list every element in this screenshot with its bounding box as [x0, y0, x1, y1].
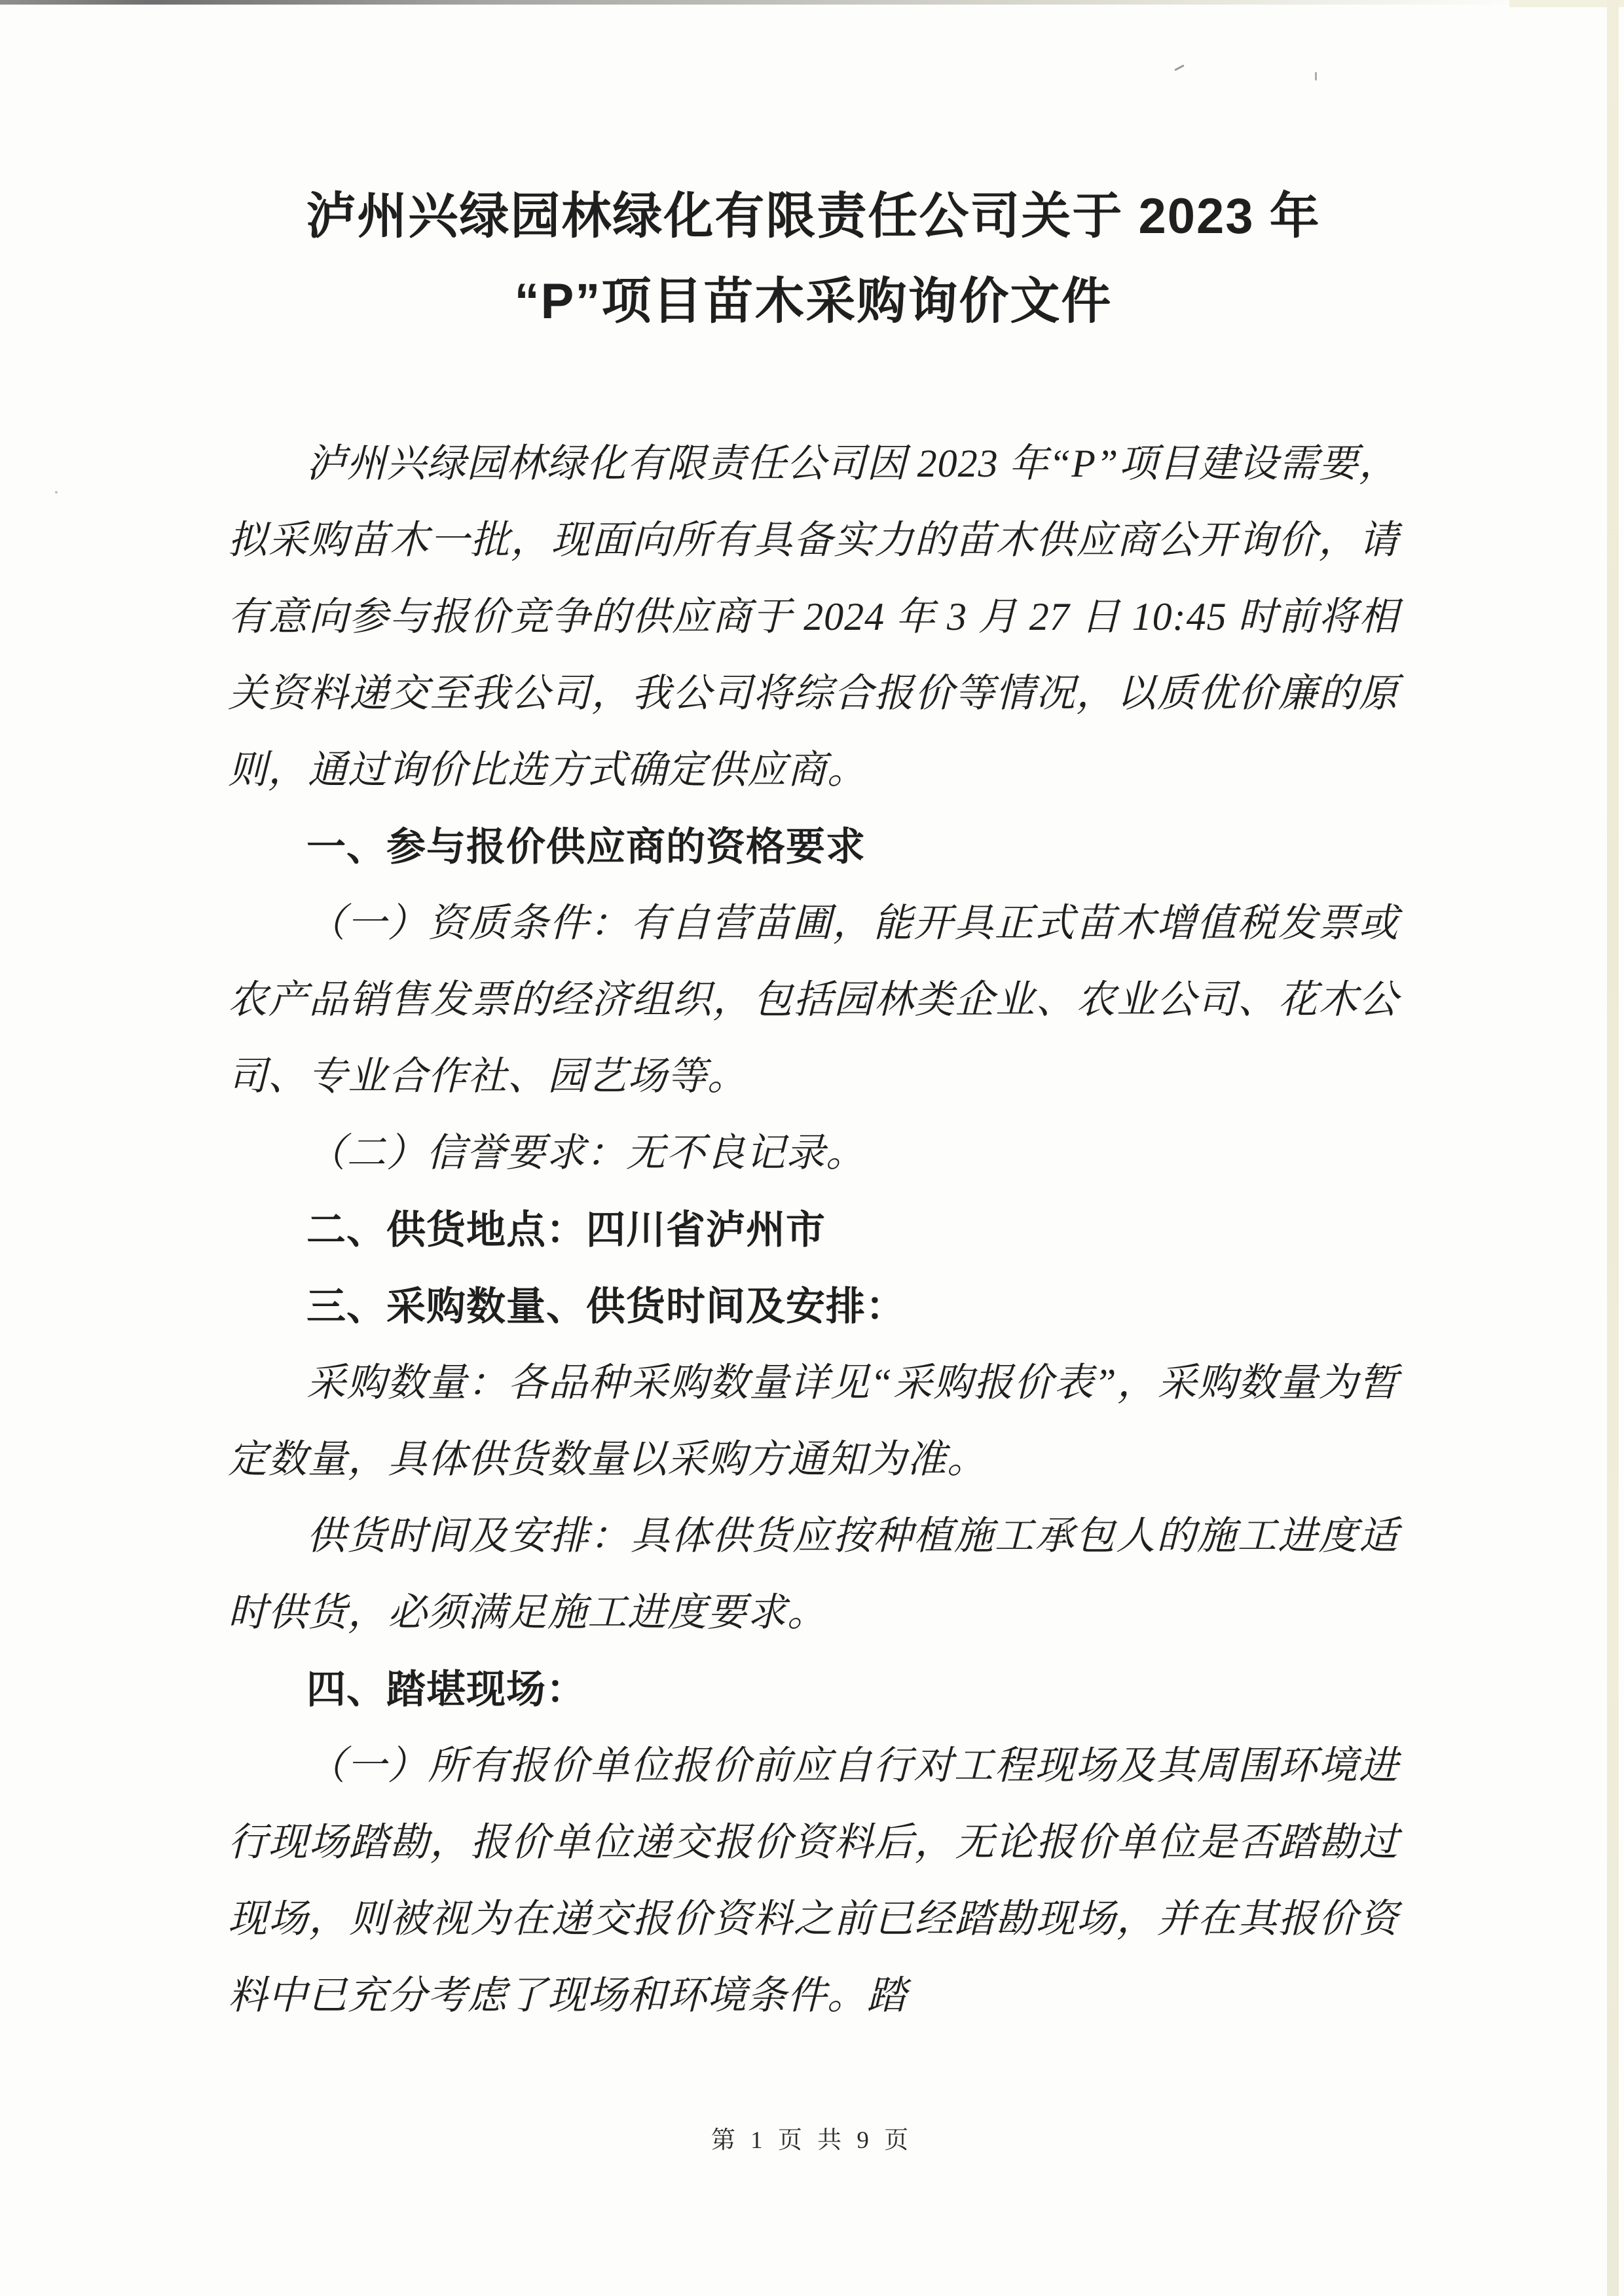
- paragraph-site-survey: （一）所有报价单位报价前应自行对工程现场及其周围环境进行现场踏勘，报价单位递交报价资料后，无论报价单位是否踏勘过现场，则被视为在递交报价资料之前已经踏勘现场，并在其报价资料中已充分考虑了现场和环境条件。踏: [228, 1744, 1399, 2017]
- scan-speck: [55, 491, 58, 494]
- heading-supplier-qualification: 一、参与报价供应商的资格要求: [306, 825, 866, 869]
- scan-stripe-artifact: [1607, 0, 1619, 2296]
- document-body: [228, 174, 1399, 2034]
- paragraph-credit-requirement: （二）信誉要求：无不良记录。: [306, 1131, 866, 1175]
- scan-edge-artifact: [0, 0, 1526, 5]
- heading-delivery-location: 二、供货地点：四川省泸州市: [306, 1208, 826, 1252]
- heading-site-survey: 四、踏堪现场：: [306, 1667, 586, 1711]
- paragraph-delivery-time: 供货时间及安排：具体供货应按种植施工承包人的施工进度适时供货，必须满足施工进度要求。: [228, 1514, 1399, 1634]
- document-title: [228, 174, 1399, 344]
- scan-speck: [1315, 72, 1317, 81]
- intro-paragraph: 泸州兴绿园林绿化有限责任公司因 2023 年“P”项目建设需要，拟采购苗木一批，现面向所有具备实力的苗木供应商公开询价，请有意向参与报价竞争的供应商于 2024 年 3 月 27 日 10:45 时前将相关资料递交至我公司，我公司将综合报价等情况，以质优价廉的原则，通过询价比选方式确定供应商。: [228, 442, 1399, 792]
- heading-quantity-and-schedule: 三、采购数量、供货时间及安排：: [306, 1285, 906, 1328]
- title-line-2: “P”项目苗木采购询价文件: [514, 274, 1113, 329]
- scan-speck: [1174, 64, 1185, 71]
- paragraph-procurement-quantity: 采购数量：各品种采购数量详见“采购报价表”，采购数量为暂定数量，具体供货数量以采购方通知为准。: [228, 1361, 1399, 1481]
- paragraph-qualification-conditions: （一）资质条件：有自营苗圃，能开具正式苗木增值税发票或农产品销售发票的经济组织，包括园林类企业、农业公司、花木公司、专业合作社、园艺场等。: [228, 902, 1399, 1098]
- title-line-1: 泸州兴绿园林绿化有限责任公司关于 2023 年: [306, 189, 1321, 244]
- page-number-footer: 第 1 页 共 9 页: [710, 2127, 913, 2154]
